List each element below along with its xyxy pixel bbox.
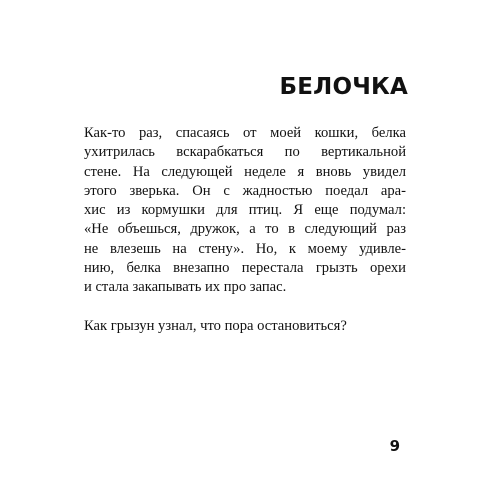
- text-line: и стала закапывать их про запас.: [84, 279, 287, 296]
- text-line: ухитрилась вскарабкаться по вертикальной: [84, 144, 406, 161]
- page-number: 9: [389, 437, 400, 455]
- text-line: Как грызун узнал, что пора остановиться?: [84, 317, 347, 334]
- paragraph-spacer: [84, 298, 406, 317]
- body-text: [84, 124, 406, 336]
- text-line: этого зверька. Он с жадностью поедал ара-: [84, 182, 406, 199]
- text-line: нию, белка внезапно перестала грызть орехи: [84, 260, 406, 277]
- text-line: не влезешь на стену». Но, к моему удивле-: [84, 240, 406, 257]
- text-line: хис из кормушки для птиц. Я еще подумал:: [84, 202, 406, 219]
- paragraph: [84, 124, 406, 298]
- chapter-title: БЕЛОЧКА: [279, 74, 408, 100]
- paragraph: [84, 317, 406, 336]
- text-line: Как-то раз, спасаясь от моей кошки, белка: [84, 125, 406, 141]
- text-line: стене. На следующей неделе я вновь увидел: [84, 163, 406, 180]
- text-line: «Не объешься, дружок, а то в следующий раз: [84, 221, 406, 238]
